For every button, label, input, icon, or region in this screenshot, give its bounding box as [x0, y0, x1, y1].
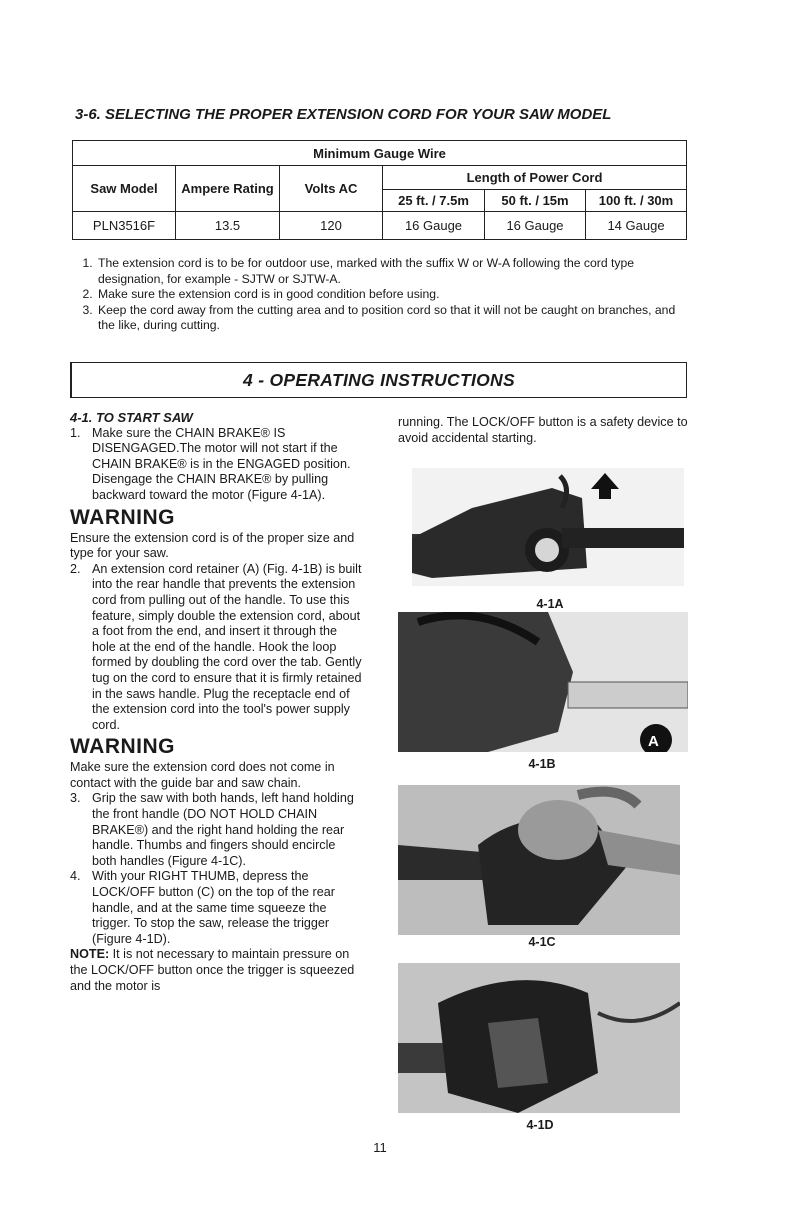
continued-text: running. The LOCK/OFF button is a safety device to avoid accidental starting.: [398, 415, 688, 445]
extension-cord-notes: [72, 256, 687, 334]
note-paragraph: [70, 947, 362, 994]
step-3: [70, 791, 362, 869]
figure-caption: 4-1A: [536, 597, 564, 611]
step-4: [70, 869, 362, 947]
step-text: Grip the saw with both hands, left hand holding the front handle (DO NOT HOLD CHAIN BRAKE®) and the right hand holding the rear handle. Thumbs and fingers should encircle both handles (Figure 4-1C).: [92, 791, 354, 868]
step-text: With your RIGHT THUMB, depress the LOCK/OFF button (C) on the top of the rear handle, and at the same time squeeze the trigger. To stop the saw, release the trigger (Figure 4-1D).: [92, 869, 335, 946]
table-header-length-25: 25 ft. / 7.5m: [383, 190, 485, 212]
table-row: [73, 212, 687, 240]
figure-4-1b-image: [398, 612, 688, 752]
note-text: It is not necessary to maintain pressure on the LOCK/OFF button once the trigger is squeezed and the motor is: [70, 947, 355, 993]
figure-4-1d-image: [398, 963, 680, 1113]
warning-heading: WARNING: [70, 505, 175, 529]
extension-cord-table: [72, 140, 687, 240]
table-cell-gauge-25: 16 Gauge: [383, 212, 485, 240]
note-item: 2. Make sure the extension cord is in good condition before using.: [96, 287, 687, 303]
page-number: 11: [373, 1140, 387, 1155]
figure-4-1b-callout: A: [648, 733, 659, 750]
step-number: 3.: [70, 791, 81, 806]
table-cell-model: PLN3516F: [73, 212, 176, 240]
step-number: 2.: [70, 561, 81, 576]
table-header-ampere: Ampere Rating: [176, 166, 280, 212]
note-item: 3. Keep the cord away from the cutting area and to position cord so that it will not be caught on branches, and the like, during cutting.: [96, 303, 687, 334]
table-cell-volts: 120: [280, 212, 383, 240]
subsection-heading: 4-1. TO START SAW: [70, 410, 193, 425]
warning-text: Make sure the extension cord does not come in contact with the guide bar and saw chain.: [70, 760, 335, 790]
step-text: Make sure the CHAIN BRAKE® IS DISENGAGED.The motor will not start if the CHAIN BRAKE® is in the ENGAGED position. Disengage the CHAIN BRAKE® by pulling backward toward the motor (Figure 4-1A).: [92, 425, 351, 502]
table-cell-gauge-50: 16 Gauge: [485, 212, 586, 240]
table-cell-ampere: 13.5: [176, 212, 280, 240]
warning-text: Ensure the extension cord is of the proper size and type for your saw.: [70, 530, 355, 561]
table-header-length-50: 50 ft. / 15m: [485, 190, 586, 212]
figure-caption: 4-1C: [528, 935, 556, 949]
table-header-volts: Volts AC: [280, 166, 383, 212]
step-1: [70, 426, 362, 504]
table-cell-gauge-100: 14 Gauge: [586, 212, 687, 240]
note-item: 1. The extension cord is to be for outdoor use, marked with the suffix W or W-A following the cord type designation, for example - SJTW or SJTW-A.: [96, 256, 687, 287]
step-2: [70, 562, 362, 734]
step-text: An extension cord retainer (A) (Fig. 4-1B) is built into the rear handle that prevents the extension cord from pulling out of the handle. To use this feature, simply double the extension cord, about a foot from the end, and insert it through the hole at the end of the handle. Hook the loop formed by doubling the cord over the tab. Gently tug on the cord to ensure that it is firmly retained in the saws handle. Plug the receptacle end of the extension cord into the tool's power supply cord.: [92, 561, 362, 732]
figure-caption: 4-1B: [528, 757, 556, 771]
note-label: NOTE:: [70, 947, 110, 962]
section-title: 3-6. SELECTING THE PROPER EXTENSION CORD FOR YOUR SAW MODEL: [75, 106, 612, 123]
warning-heading: WARNING: [70, 735, 175, 759]
chapter-banner: 4 - OPERATING INSTRUCTIONS: [70, 362, 687, 398]
figure-4-1c-image: [398, 785, 680, 935]
left-column: [70, 410, 362, 994]
table-group-header: Minimum Gauge Wire: [73, 141, 687, 166]
table-header-length-100: 100 ft. / 30m: [586, 190, 687, 212]
table-header-length: Length of Power Cord: [383, 166, 687, 190]
step-number: 1.: [70, 425, 81, 440]
table-header-saw-model: Saw Model: [73, 166, 176, 212]
figure-4-1a-image: [412, 468, 684, 586]
figure-caption: 4-1D: [526, 1118, 554, 1132]
step-number: 4.: [70, 869, 81, 884]
